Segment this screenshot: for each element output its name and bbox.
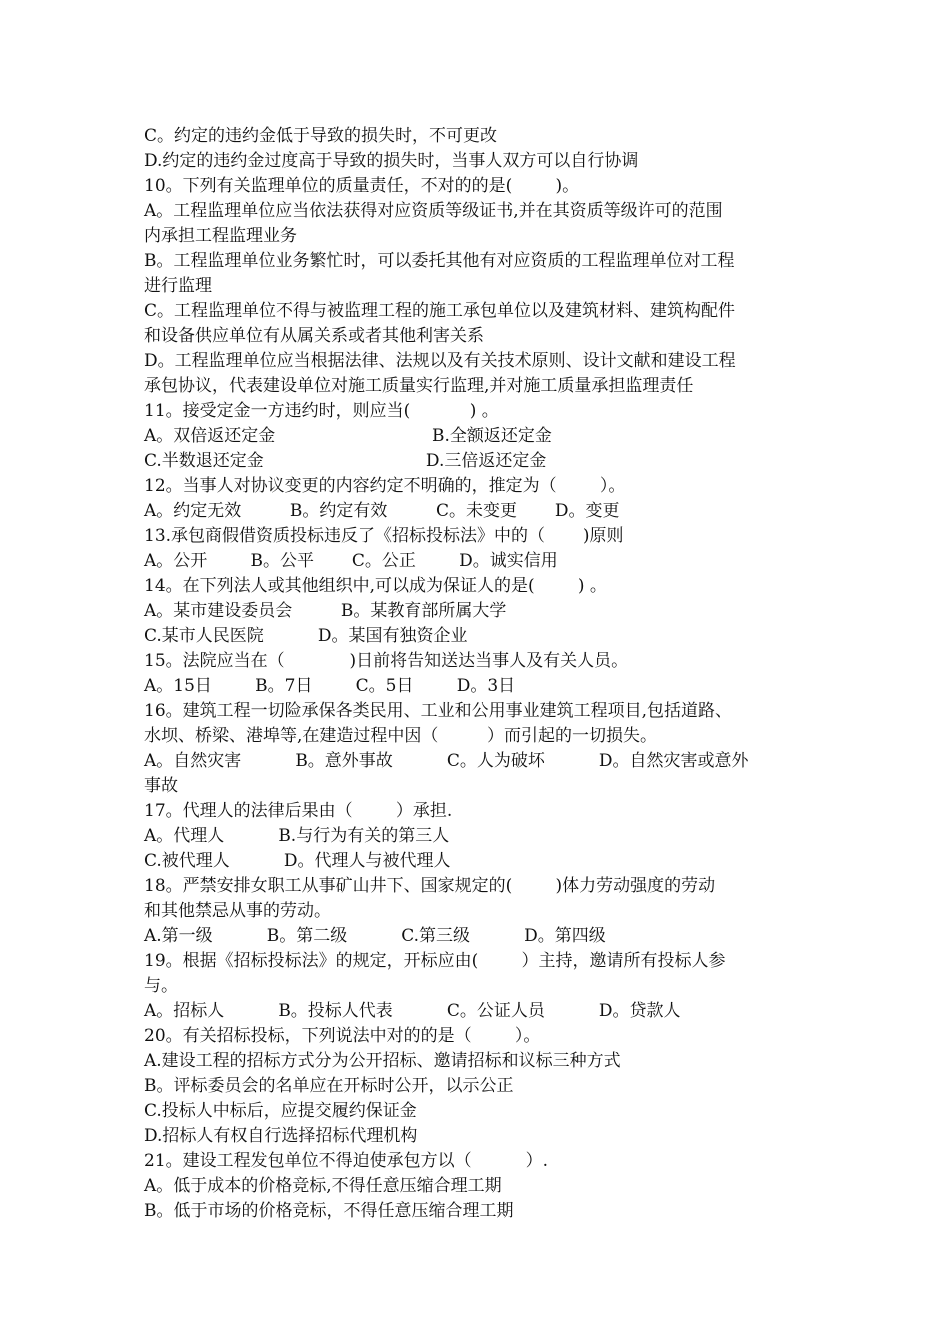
text-line: 事故	[144, 776, 178, 796]
text-line: 承包协议，代表建设单位对施工质量实行监理,并对施工质量承担监理责任	[144, 376, 694, 396]
text-line: D。工程监理单位应当根据法律、法规以及有关技术原则、设计文献和建设工程	[144, 351, 736, 371]
text-line: B。工程监理单位业务繁忙时，可以委托其他有对应资质的工程监理单位对工程	[144, 251, 735, 271]
options-line: A。代理人 B.与行为有关的第三人	[144, 826, 450, 846]
question-15-title: 15。法院应当在（ )日前将告知送达当事人及有关人员。	[144, 651, 629, 671]
question-18-title: 18。严禁安排女职工从事矿山井下、国家规定的( )体力劳动强度的劳动	[144, 876, 716, 896]
question-13-title: 13.承包商假借资质投标违反了《招标投标法》中的（ )原则	[144, 526, 624, 546]
options-line: C.被代理人 D。代理人与被代理人	[144, 851, 451, 871]
options-line: A。某市建设委员会 B。某教育部所属大学	[144, 601, 507, 621]
options-line: A.建设工程的招标方式分为公开招标、邀请招标和议标三种方式	[144, 1051, 621, 1071]
question-19-title: 19。根据《招标投标法》的规定，开标应由( ）主持，邀请所有投标人参	[144, 951, 726, 971]
text-line: D.约定的违约金过度高于导致的损失时，当事人双方可以自行协调	[144, 151, 639, 171]
question-11-title: 11。接受定金一方违约时，则应当( ) 。	[144, 401, 499, 421]
options-line: A。自然灾害 B。意外事故 C。人为破坏 D。自然灾害或意外	[144, 751, 749, 771]
question-20-title: 20。有关招标投标，下列说法中对的的是（ ）。	[144, 1026, 541, 1046]
options-line: D.招标人有权自行选择招标代理机构	[144, 1126, 418, 1146]
question-16-title: 16。建筑工程一切险承保各类民用、工业和公用事业建筑工程项目,包括道路、	[144, 701, 733, 721]
text-line: 与。	[144, 976, 178, 996]
options-line: B。低于市场的价格竞标，不得任意压缩合理工期	[144, 1201, 514, 1221]
options-line: C.半数退还定金 D.三倍返还定金	[144, 451, 547, 471]
text-line: 和其他禁忌从事的劳动。	[144, 901, 331, 921]
options-line: A。低于成本的价格竞标,不得任意压缩合理工期	[144, 1176, 502, 1196]
question-12-title: 12。当事人对协议变更的内容约定不明确的，推定为（ ）。	[144, 476, 626, 496]
question-17-title: 17。代理人的法律后果由（ ）承担.	[144, 801, 453, 821]
options-line: A。约定无效 B。约定有效 C。未变更 D。变更	[144, 501, 620, 521]
options-line: A。公开 B。公平 C。公正 D。诚实信用	[144, 551, 558, 571]
options-line: B。评标委员会的名单应在开标时公开，以示公正	[144, 1076, 514, 1096]
options-line: A。招标人 B。投标人代表 C。公证人员 D。贷款人	[144, 1001, 681, 1021]
text-line: 内承担工程监理业务	[144, 226, 297, 246]
question-10-title: 10。下列有关监理单位的质量责任，不对的的是( )。	[144, 176, 580, 196]
options-line: A。15日 B。7日 C。5日 D。3日	[144, 676, 516, 696]
text-line: C。约定的违约金低于导致的损失时，不可更改	[144, 126, 498, 146]
text-line: 水坝、桥梁、港埠等,在建造过程中因（ ）而引起的一切损失。	[144, 726, 658, 746]
options-line: C.某市人民医院 D。某国有独资企业	[144, 626, 468, 646]
options-line: A.第一级 B。第二级 C.第三级 D。第四级	[144, 926, 606, 946]
options-line: C.投标人中标后，应提交履约保证金	[144, 1101, 417, 1121]
text-line: 和设备供应单位有从属关系或者其他利害关系	[144, 326, 484, 346]
question-21-title: 21。建设工程发包单位不得迫使承包方以（ ）.	[144, 1151, 549, 1171]
text-line: 进行监理	[144, 276, 212, 296]
text-line: A。工程监理单位应当依法获得对应资质等级证书,并在其资质等级许可的范围	[144, 201, 723, 221]
document-text	[144, 124, 814, 1224]
options-line: A。双倍返还定金 B.全额返还定金	[144, 426, 552, 446]
question-14-title: 14。在下列法人或其他组织中,可以成为保证人的是( ) 。	[144, 576, 607, 596]
text-line: C。工程监理单位不得与被监理工程的施工承包单位以及建筑材料、建筑构配件	[144, 301, 736, 321]
